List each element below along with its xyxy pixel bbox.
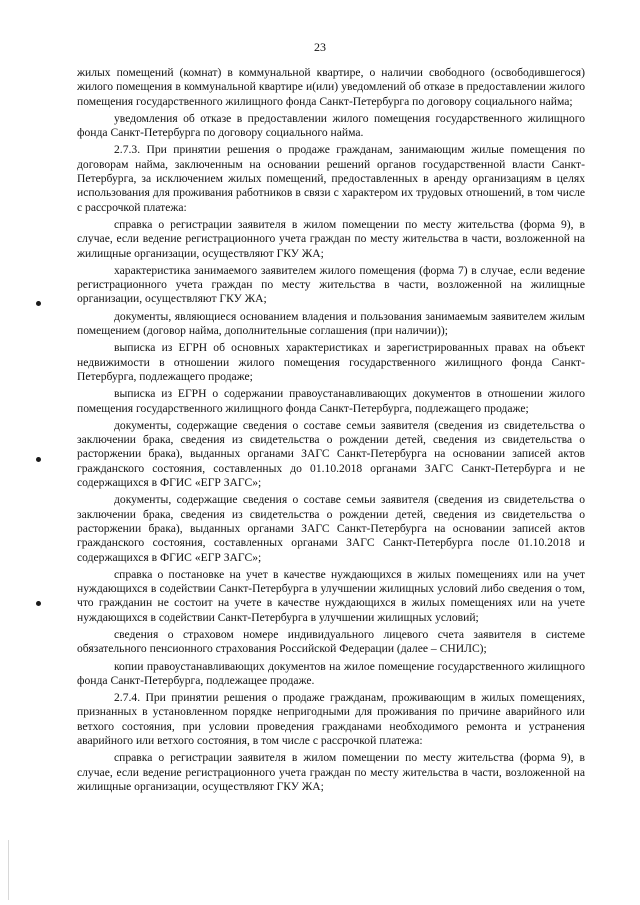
paragraph-4: справка о регистрации заявителя в жилом помещении по месту жительства (форма 9), в случае, если ведение регистрационного учета граждан по месту жительства в части, возложенной на жилищные организации, осуществляют ГКУ ЖА; [77,217,585,260]
paragraph-11: справка о постановке на учет в качестве нуждающихся в жилых помещениях или на учет нуждающихся в содействии Санкт-Петербурга в улучшении жилищных условий либо сведения о том, что гражданин не состоит на учете в качестве нуждающихся в жилых помещениях или на учете нуждающихся в содействии Санкт-Петербурга в улучшении жилищных условий; [77,567,585,624]
paragraph-14: 2.7.4. При принятии решения о продаже гражданам, проживающим в жилых помещениях, признанных в установленном порядке непригодными для проживания по причине аварийного или ветхого состояния, при условии проведения гражданами необходимого ремонта и устранения аварийного или ветхого состояния, в том числе с рассрочкой платежа: [77,691,585,748]
paragraph-1: жилых помещений (комнат) в коммунальной квартире, о наличии свободного (освободившегося) жилого помещения в коммунальной квартире и(или) уведомлений об отказе в предоставлении жилого помещения государственного жилищного фонда Санкт-Петербурга по договору социального найма; [77,66,585,108]
paragraph-10: документы, содержащие сведения о составе семьи заявителя (сведения из свидетельства о заключении брака, сведения из свидетельства о рождении детей, сведения из свидетельства о расторжении брака), выданных органами ЗАГС Санкт-Петербурга на основании записей актов гражданского состояния, составленных органами ЗАГС Санкт-Петербурга после 01.10.2018 и содержащихся в ФГИС «ЕГР ЗАГС»; [77,493,585,564]
page-number: 23 [314,40,326,54]
scan-edge-shadow [8,840,9,900]
scan-dot-mark [36,301,41,306]
document-body [77,66,585,794]
paragraph-5: характеристика занимаемого заявителем жилого помещения (форма 7) в случае, если ведение регистрационного учета граждан по месту жительства в части, возложенной на жилищные организации, осуществляют ГКУ ЖА; [77,263,585,306]
paragraph-3: 2.7.3. При принятии решения о продаже гражданам, занимающим жилые помещения по договорам найма, заключенным на основании решений органов государственной власти Санкт-Петербурга, за исключением жилых помещений, предоставленных в аренду организациям в целях использования для проживания работников в связи с характером их трудовых отношений, в том числе с рассрочкой платежа: [77,143,585,214]
scan-dot-mark [36,601,41,606]
paragraph-6: документы, являющиеся основанием владения и пользования занимаемым заявителем жилым помещением (договор найма, дополнительные соглашения (при наличии)); [77,309,585,338]
paragraph-9: документы, содержащие сведения о составе семьи заявителя (сведения из свидетельства о заключении брака, сведения из свидетельства о рождении детей, сведения из свидетельства о расторжении брака), выданных органами ЗАГС Санкт-Петербурга на основании записей актов гражданского состояния, составленных до 01.10.2018 органами ЗАГС Санкт-Петербурга и не содержащихся в ФГИС «ЕГР ЗАГС»; [77,418,585,490]
scan-dot-mark [36,457,41,462]
paragraph-13: копии правоустанавливающих документов на жилое помещение государственного жилищного фонда Санкт-Петербурга, подлежащее продаже. [77,659,585,687]
paragraph-12: сведения о страховом номере индивидуального лицевого счета заявителя в системе обязательного пенсионного страхования Российской Федерации (далее – СНИЛС); [77,627,585,656]
paragraph-8: выписка из ЕГРН о содержании правоустанавливающих документов в отношении жилого помещения государственного жилищного фонда Санкт-Петербурга, подлежащего продаже; [77,387,585,415]
paragraph-7: выписка из ЕГРН об основных характеристиках и зарегистрированных правах на объект недвижимости в отношении жилого помещения государственного жилищного фонда Санкт-Петербурга, подлежащего продаже; [77,341,585,383]
paragraph-2: уведомления об отказе в предоставлении жилого помещения государственного жилищного фонда Санкт-Петербурга по договору социального найма. [77,111,585,140]
paragraph-15: справка о регистрации заявителя в жилом помещении по месту жительства (форма 9), в случае, если ведение регистрационного учета граждан по месту жительства в части, возложенной на жилищные организации, осуществляют ГКУ ЖА; [77,751,585,793]
